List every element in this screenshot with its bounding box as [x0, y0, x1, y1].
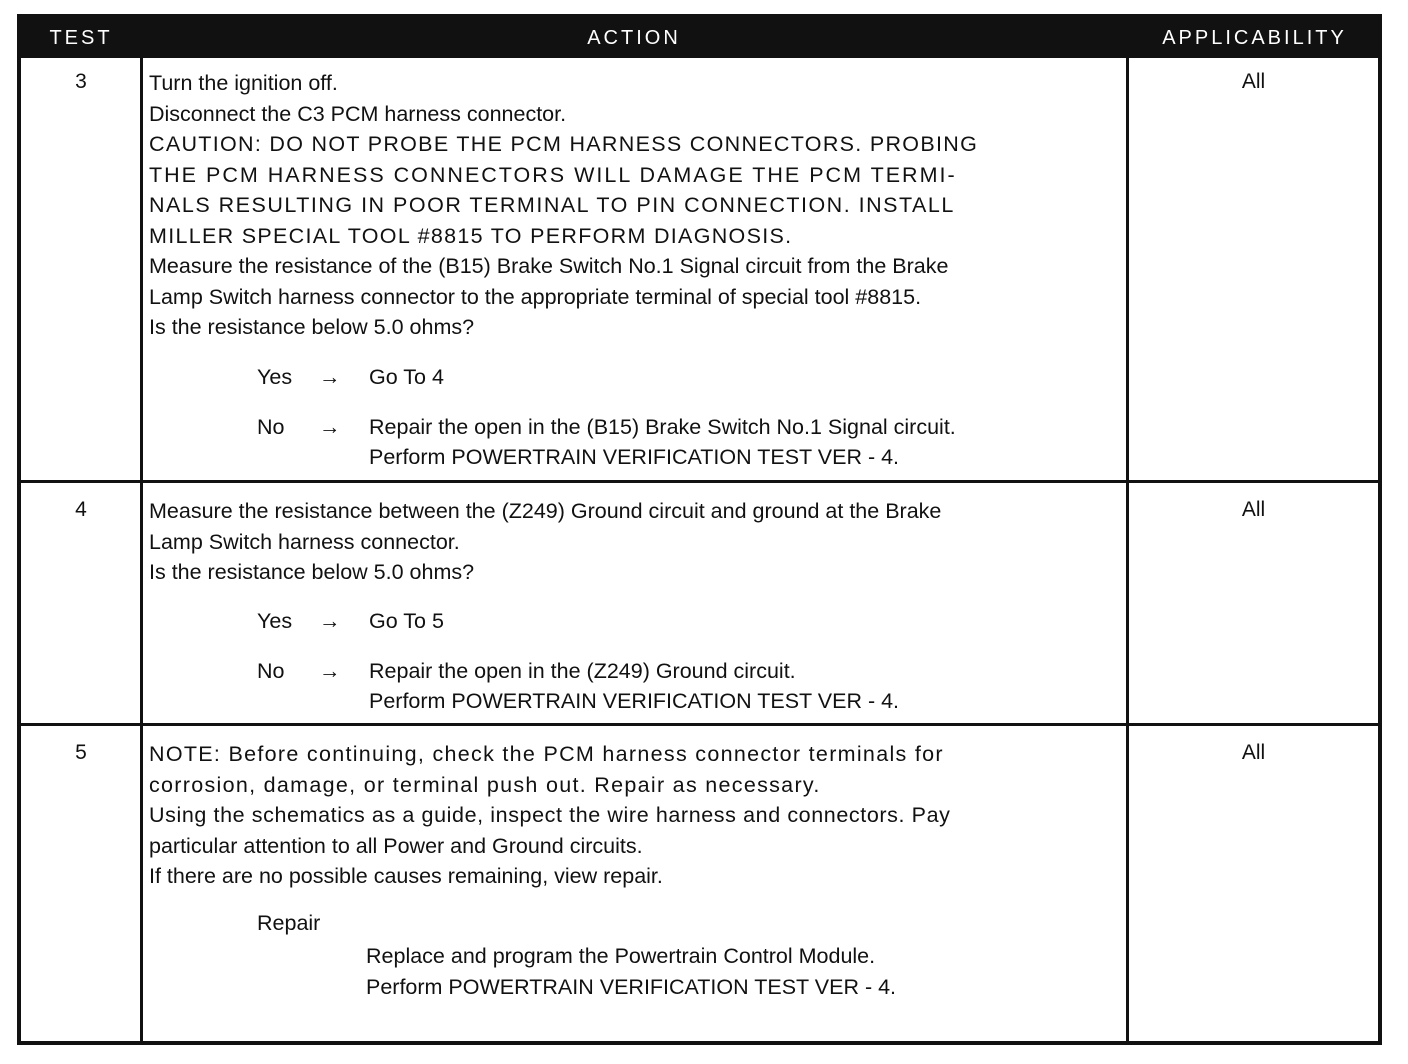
action-line: Lamp Switch harness connector. — [149, 529, 460, 554]
applicability-value: All — [1241, 498, 1266, 521]
test-number: 4 — [75, 498, 87, 521]
caution-line: THE PCM HARNESS CONNECTORS WILL DAMAGE THE PCM TERMI- — [149, 162, 957, 187]
no-text: Repair the open in the (B15) Brake Switch No.1 Signal circuit. — [369, 415, 956, 439]
no-text-2: Perform POWERTRAIN VERIFICATION TEST VER - 4. — [369, 689, 900, 713]
note-line: NOTE: Before continuing, check the PCM harness connector terminals for — [149, 742, 944, 766]
arrow-right-icon: → — [319, 415, 341, 439]
action-line: Is the resistance below 5.0 ohms? — [149, 315, 475, 339]
test-number: 5 — [75, 741, 87, 764]
action-line: Measure the resistance of the (B15) Brake Switch No.1 Signal circuit from the Brake — [149, 254, 949, 278]
action-text — [149, 68, 1125, 343]
action-line: particular attention to all Power and Ground circuits. — [149, 833, 643, 858]
action-line: If there are no possible causes remaining, view repair. — [149, 864, 663, 888]
applicability-value: All — [1241, 741, 1266, 764]
action-line: Is the resistance below 5.0 ohms? — [149, 560, 475, 584]
yes-text: Go To 4 — [369, 365, 444, 389]
action-line: Measure the resistance between the (Z249) Ground circuit and ground at the Brake — [149, 499, 942, 523]
applicability-value: All — [1241, 70, 1266, 93]
note-line: corrosion, damage, or terminal push out. Repair as necessary. — [149, 772, 821, 797]
row-divider — [21, 723, 1378, 726]
repair-line: Perform POWERTRAIN VERIFICATION TEST VER - 4. — [366, 975, 897, 999]
row-divider — [21, 480, 1378, 483]
caution-line: CAUTION: DO NOT PROBE THE PCM HARNESS CONNECTORS. PROBING — [149, 132, 979, 156]
repair-text — [366, 941, 896, 1003]
table-header — [21, 18, 1378, 58]
no-text-2: Perform POWERTRAIN VERIFICATION TEST VER - 4. — [369, 445, 900, 469]
arrow-right-icon: → — [319, 609, 341, 633]
column-divider — [140, 58, 143, 1041]
arrow-right-icon: → — [319, 365, 341, 389]
action-text — [149, 739, 1125, 892]
no-label: No — [257, 415, 285, 439]
arrow-right-icon: → — [319, 659, 341, 683]
no-text: Repair the open in the (Z249) Ground circuit. — [369, 659, 796, 683]
action-line: Using the schematics as a guide, inspect the wire harness and connectors. Pay — [149, 803, 951, 827]
column-divider — [1126, 58, 1129, 1041]
header-applicability: APPLICABILITY — [1162, 27, 1347, 49]
action-text — [149, 496, 1125, 588]
yes-label: Yes — [257, 609, 293, 633]
action-line: Lamp Switch harness connector to the appropriate terminal of special tool #8815. — [149, 284, 922, 309]
diagnostic-table — [17, 14, 1382, 1045]
test-number: 3 — [75, 70, 87, 93]
yes-label: Yes — [257, 365, 293, 389]
caution-line: NALS RESULTING IN POOR TERMINAL TO PIN CONNECTION. INSTALL — [149, 193, 955, 217]
header-test: TEST — [49, 27, 113, 49]
repair-line: Replace and program the Powertrain Control Module. — [366, 944, 876, 968]
no-label: No — [257, 659, 285, 683]
action-line: Disconnect the C3 PCM harness connector. — [149, 101, 567, 126]
header-action: ACTION — [587, 27, 681, 49]
repair-label: Repair — [257, 911, 321, 935]
yes-text: Go To 5 — [369, 609, 444, 633]
action-line: Turn the ignition off. — [149, 71, 338, 95]
caution-line: MILLER SPECIAL TOOL #8815 TO PERFORM DIAGNOSIS. — [149, 223, 793, 248]
